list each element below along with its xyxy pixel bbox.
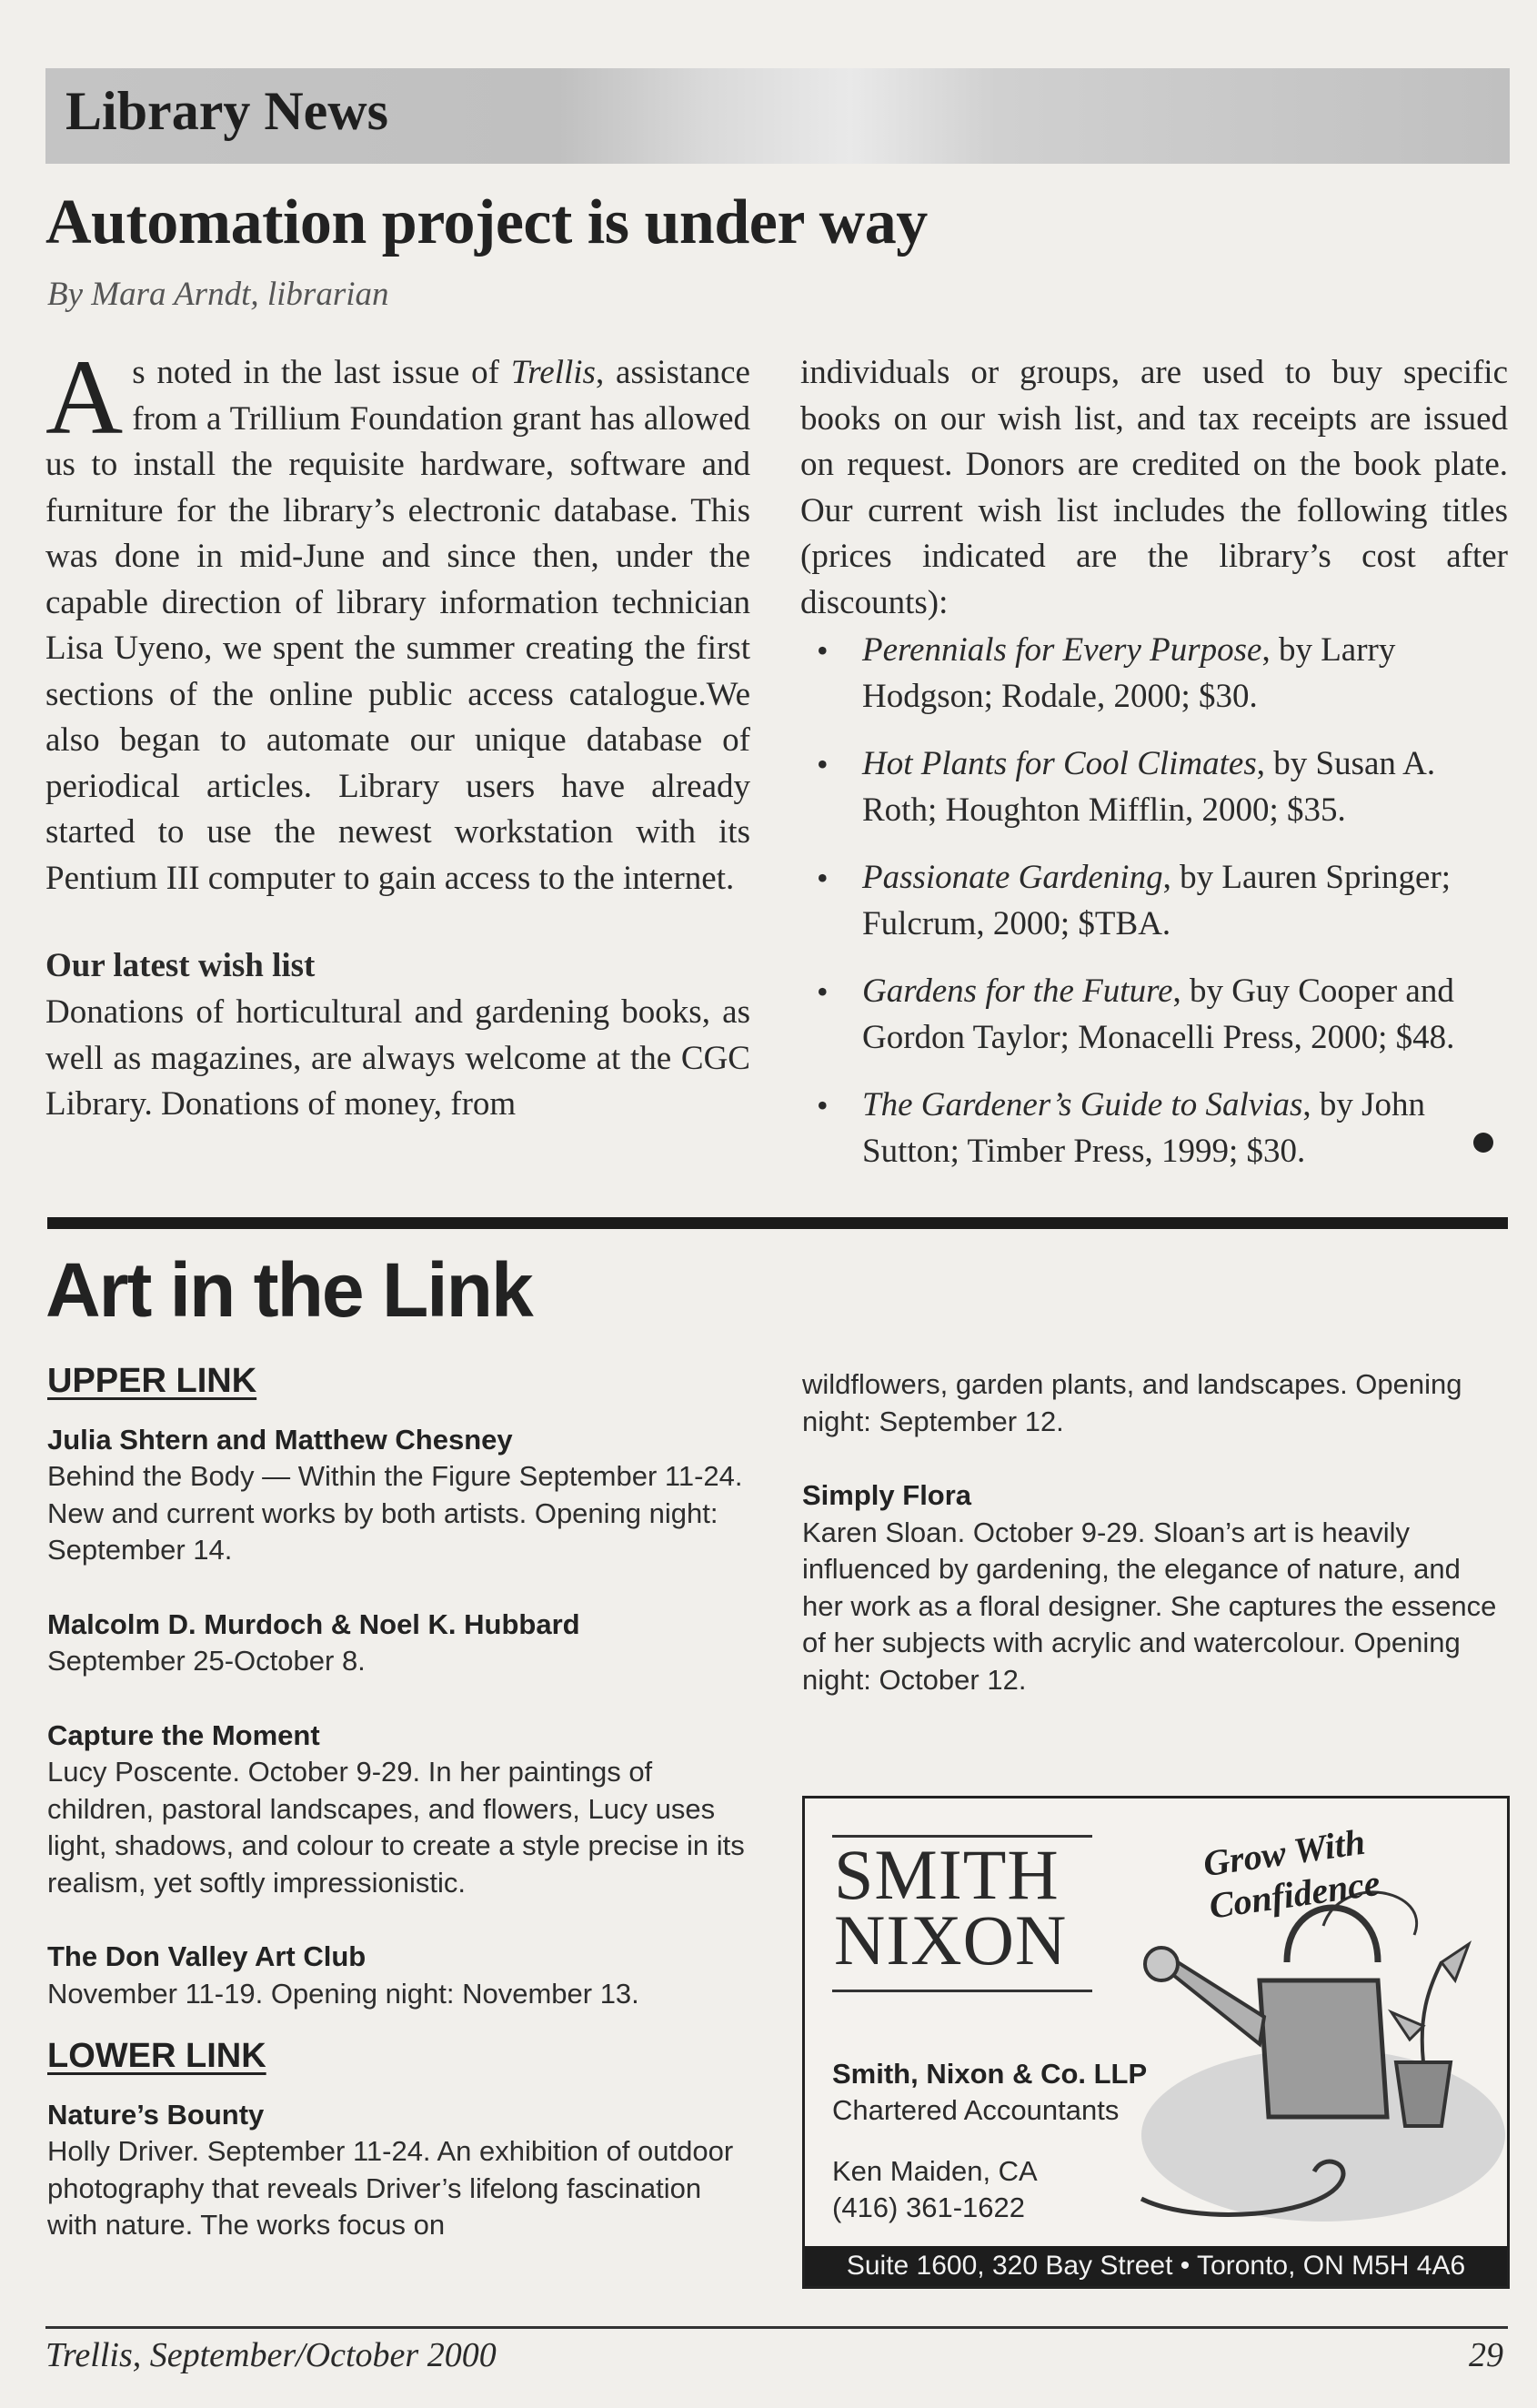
ad-address-bar: Suite 1600, 320 Bay Street • Toronto, ON M5H 4A6 [805, 2246, 1507, 2286]
publication-info: Trellis, September/October 2000 [45, 2336, 497, 2374]
footer-rule [45, 2326, 1508, 2329]
article-column-left [45, 338, 750, 1128]
list-item: The Don Valley Art Club November 11-19. Opening night: November 13. [47, 1940, 639, 2010]
list-item: • Perennials for Every Purpose, by Larry Hodgson; Rodale, 2000; $30. [800, 628, 1508, 720]
ad-tagline: Grow With Confidence [1200, 1820, 1383, 1927]
wishlist-heading: Our latest wish list [45, 947, 316, 984]
firm-logo: SMITH NIXON [834, 1835, 1068, 1980]
list-item: • Gardens for the Future, by Guy Cooper and Gordon Taylor; Monacelli Press, 2000; $48. [800, 969, 1508, 1061]
advertisement [802, 1796, 1510, 2289]
art-column-left [47, 1363, 748, 2282]
firm-name: Smith, Nixon & Co. LLP [832, 2058, 1148, 2090]
list-item: Nature’s Bounty Holly Driver. September 11-24. An exhibition of outdoor photography that reveals Driver’s lifelong fascination with nature. The works focus on [47, 2098, 734, 2241]
lower-link-heading: LOWER LINK [47, 2037, 266, 2075]
continued-text: wildflowers, garden plants, and landscapes. Opening night: September 12. [802, 1368, 1462, 1437]
list-item: Malcolm D. Murdoch & Noel K. Hubbard September 25-October 8. [47, 1607, 580, 1677]
art-column-right [802, 1366, 1502, 1736]
list-item: Simply Flora Karen Sloan. October 9-29. Sloan’s art is heavily influenced by gardening, the elegance of nature, and her work as a floral designer. She captures the essence of her subjects with acrylic and watercolour. Opening night: October 12. [802, 1479, 1497, 1696]
article-paragraph-1: As noted in the last issue of Trellis, assistance from a Trillium Foundation grant has allowed us to install the requisite hardware, software and furniture for the library’s electronic database. This was done in mid-June and since then, under the capable direction of library information technician Lisa Uyeno, we spent the summer creating the first sections of the online public access catalogue.We also began to automate our unique database of periodical articles. Library users have already started to use the newest workstation with its Pentium III computer to gain access to the internet. [45, 338, 750, 897]
contact-phone: (416) 361-1622 [832, 2191, 1025, 2223]
section-divider [47, 1217, 1508, 1229]
list-item: • Hot Plants for Cool Climates, by Susan A. Roth; Houghton Mifflin, 2000; $35. [800, 741, 1508, 833]
section-title: Library News [65, 81, 388, 141]
list-item: Capture the Moment Lucy Poscente. October 9-29. In her paintings of children, pastoral landscapes, and flowers, Lucy uses light, shadows, and colour to create a style precise in its realism, yet softly impressionistic. [47, 1718, 745, 1899]
logo-rule [832, 1990, 1092, 1992]
trellis-italic: Trellis [510, 354, 596, 391]
list-item: • The Gardener’s Guide to Salvias, by John Sutton; Timber Press, 1999; $30. [800, 1083, 1508, 1174]
firm-description: Chartered Accountants [832, 2094, 1120, 2126]
article-column-right [800, 350, 1508, 1196]
list-item: • Passionate Gardening, by Lauren Springer; Fulcrum, 2000; $TBA. [800, 855, 1508, 947]
upper-link-heading: UPPER LINK [47, 1362, 257, 1400]
article-headline: Automation project is under way [45, 187, 928, 257]
wishlist [800, 628, 1508, 1174]
contact-name: Ken Maiden, CA [832, 2155, 1038, 2187]
drop-cap: A [45, 338, 124, 457]
art-section-title: Art in the Link [45, 1247, 532, 1333]
article-paragraph-3: individuals or groups, are used to buy specific books on our wish list, and tax receipts are issued on request. Donors are credited on the book plate. Our current wish list includes the following titles (prices indicated are the library’s cost after discounts): [800, 354, 1508, 621]
end-mark-icon [1473, 1133, 1493, 1153]
list-item: Julia Shtern and Matthew Chesney Behind the Body — Within the Figure September 11-24. New and current works by both artists. Opening night: September 14. [47, 1423, 743, 1566]
article-paragraph-2: Donations of horticultural and gardening books, as well as magazines, are always welcome at the CGC Library. Donations of money, from [45, 993, 750, 1123]
page-number: 29 [1469, 2336, 1503, 2374]
article-byline: By Mara Arndt, librarian [47, 276, 389, 313]
